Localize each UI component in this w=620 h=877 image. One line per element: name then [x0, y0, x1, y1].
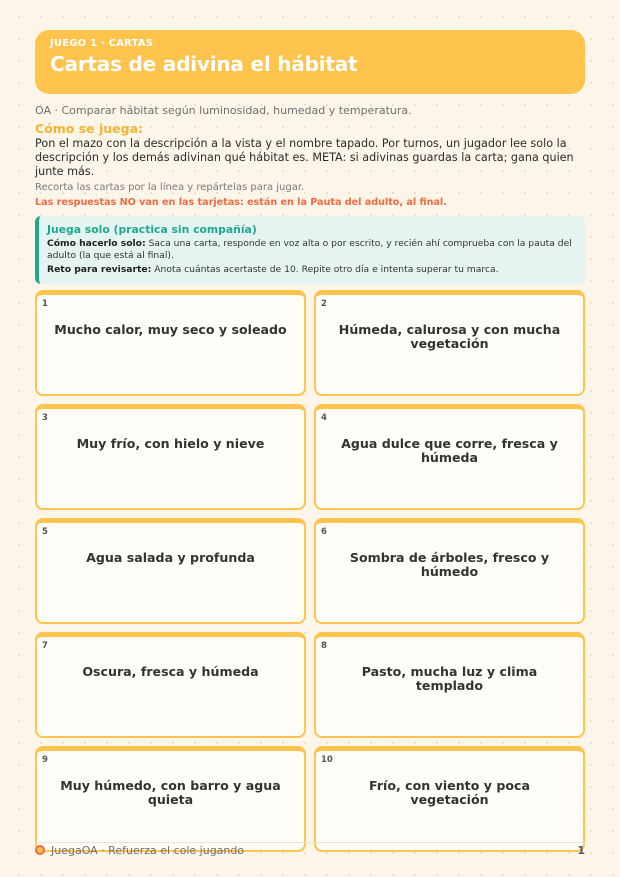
- footer-brand: JuegaOA · Refuerza el cole jugando: [51, 844, 245, 857]
- solo-how-text: Saca una carta, responde en voz alta o por escrito, y recién ahí comprueba con la pauta del adulto (la que está al final).: [47, 238, 572, 261]
- habitat-card-3[interactable]: [35, 404, 306, 510]
- card-description: Frío, con viento y poca vegetación: [369, 778, 530, 807]
- card-description: Agua salada y profunda: [86, 550, 255, 565]
- habitat-card-10[interactable]: [314, 746, 585, 852]
- cut-instructions: Recorta las cartas por la línea y repártelas para jugar.: [35, 182, 305, 193]
- solo-review-line: [47, 264, 575, 276]
- solo-review-text: Anota cuántas acertaste de 10. Repite otro día e intenta superar tu marca.: [154, 264, 499, 275]
- how-to-play-text: Pon el mazo con la descripción a la vista y el nombre tapado. Por turnos, un jugador lee solo la descripción y los demás adivinan qué hábitat es. META: si adivinas guardas la carta; gana quien junte más.: [35, 137, 574, 178]
- card-number: 8: [321, 641, 327, 651]
- brand-logo-icon: [35, 845, 45, 855]
- solo-title: Juega solo (practica sin compañía): [47, 223, 257, 236]
- card-description: Oscura, fresca y húmeda: [82, 664, 259, 679]
- header-banner: [35, 30, 585, 94]
- card-number: 5: [42, 527, 48, 537]
- habitat-card-6[interactable]: [314, 518, 585, 624]
- worksheet-page: [35, 30, 585, 852]
- habitat-card-1[interactable]: [35, 290, 306, 396]
- card-description: Pasto, mucha luz y clima templado: [361, 664, 538, 693]
- habitat-card-4[interactable]: [314, 404, 585, 510]
- card-number: 4: [321, 413, 327, 423]
- card-number: 10: [321, 755, 333, 765]
- habitat-card-8[interactable]: [314, 632, 585, 738]
- habitat-card-7[interactable]: [35, 632, 306, 738]
- habitat-card-2[interactable]: [314, 290, 585, 396]
- card-description: Agua dulce que corre, fresca y húmeda: [341, 436, 558, 465]
- habitat-card-9[interactable]: [35, 746, 306, 852]
- habitat-card-5[interactable]: [35, 518, 306, 624]
- cards-grid: [35, 290, 585, 852]
- card-number: 3: [42, 413, 48, 423]
- learning-objective: OA · Comparar hábitat según luminosidad, humedad y temperatura.: [35, 104, 412, 117]
- page-number: 1: [577, 844, 585, 857]
- header-kicker: JUEGO 1 · CARTAS: [50, 38, 154, 49]
- card-description: Muy húmedo, con barro y agua quieta: [60, 778, 281, 807]
- answers-warning: Las respuestas NO van en las tarjetas: están en la Pauta del adulto, al final.: [35, 197, 447, 208]
- solo-how-label: Cómo hacerlo solo:: [47, 238, 146, 249]
- page-footer: [35, 842, 585, 863]
- how-to-play-title: Cómo se juega:: [35, 121, 144, 136]
- card-description: Muy frío, con hielo y nieve: [76, 436, 265, 451]
- card-number: 2: [321, 299, 327, 309]
- solo-play-box: [35, 216, 585, 284]
- card-number: 6: [321, 527, 327, 537]
- card-number: 1: [42, 299, 48, 309]
- card-description: Sombra de árboles, fresco y húmedo: [349, 550, 550, 579]
- solo-how-line: [47, 238, 575, 262]
- page-title: Cartas de adivina el hábitat: [50, 52, 358, 76]
- card-number: 9: [42, 755, 48, 765]
- card-description: Húmeda, calurosa y con mucha vegetación: [338, 322, 561, 351]
- solo-review-label: Reto para revisarte:: [47, 264, 152, 275]
- card-number: 7: [42, 641, 48, 651]
- card-description: Mucho calor, muy seco y soleado: [54, 322, 287, 337]
